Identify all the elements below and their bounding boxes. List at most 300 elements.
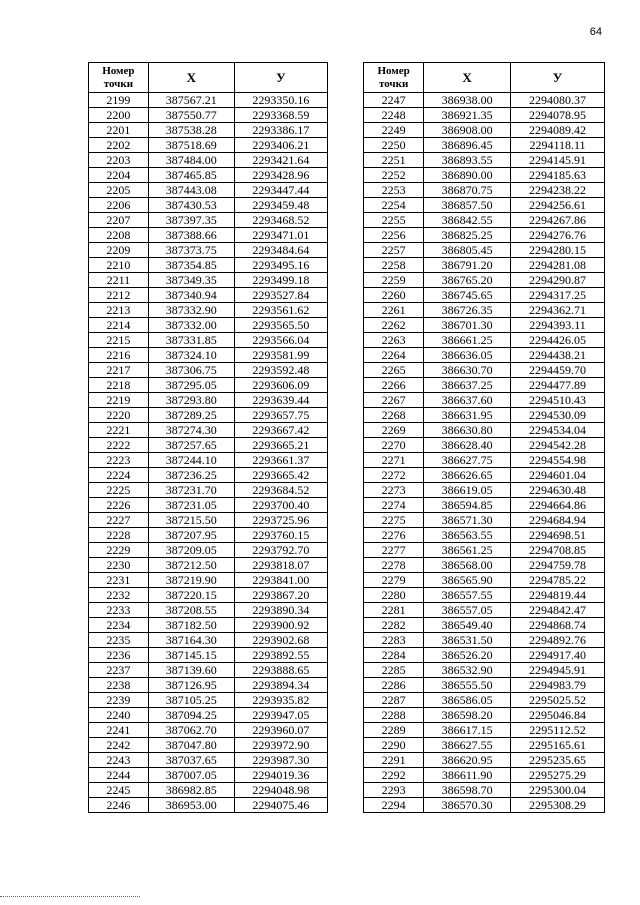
point-number-cell: 2211 [89,273,149,288]
y-coordinate-cell: 2293566.04 [234,333,327,348]
table-row [89,123,328,138]
x-coordinate-cell: 386549.40 [424,618,511,633]
y-coordinate-cell: 2293561.62 [234,303,327,318]
y-coordinate-cell: 2295275.29 [511,768,605,783]
x-coordinate-cell: 387331.85 [148,333,234,348]
x-coordinate-cell: 386982.85 [148,783,234,798]
point-number-cell: 2249 [364,123,424,138]
table-row [364,93,605,108]
table-row [364,693,605,708]
x-coordinate-cell: 387484.00 [148,153,234,168]
point-number-header [89,63,149,93]
point-number-header-line2: точки [378,77,409,90]
table-row [364,363,605,378]
point-number-cell: 2225 [89,483,149,498]
y-coordinate-cell: 2294530.09 [511,408,605,423]
y-coordinate-cell: 2293484.64 [234,243,327,258]
table-header-row [89,63,328,93]
point-number-cell: 2221 [89,423,149,438]
y-coordinate-cell: 2293902.68 [234,633,327,648]
table-row [364,423,605,438]
y-coordinate-cell: 2294238.22 [511,183,605,198]
y-coordinate-cell: 2293447.44 [234,183,327,198]
point-number-cell: 2220 [89,408,149,423]
y-coordinate-cell: 2293459.48 [234,198,327,213]
x-coordinate-cell: 386594.85 [424,498,511,513]
x-coordinate-cell: 387373.75 [148,243,234,258]
x-coordinate-cell: 387215.50 [148,513,234,528]
x-coordinate-cell: 386570.30 [424,798,511,813]
x-coordinate-cell: 386825.25 [424,228,511,243]
point-number-cell: 2199 [89,93,149,108]
table-row [364,273,605,288]
y-coordinate-cell: 2294708.85 [511,543,605,558]
point-number-cell: 2287 [364,693,424,708]
x-coordinate-cell: 387182.50 [148,618,234,633]
x-coordinate-cell: 386627.75 [424,453,511,468]
point-number-cell: 2276 [364,528,424,543]
table-row [89,213,328,228]
table-row [364,258,605,273]
point-number-cell: 2235 [89,633,149,648]
y-coordinate-cell: 2293818.07 [234,558,327,573]
table-row [364,348,605,363]
point-number-cell: 2288 [364,708,424,723]
table-row [364,153,605,168]
y-coordinate-cell: 2294892.76 [511,633,605,648]
point-number-cell: 2262 [364,318,424,333]
x-coordinate-cell: 387231.05 [148,498,234,513]
x-coordinate-cell: 387465.85 [148,168,234,183]
x-coordinate-cell: 386563.55 [424,528,511,543]
y-coordinate-cell: 2294048.98 [234,783,327,798]
table-row [364,228,605,243]
y-coordinate-cell: 2293661.37 [234,453,327,468]
x-coordinate-cell: 387295.05 [148,378,234,393]
y-coordinate-cell: 2293894.34 [234,678,327,693]
x-coordinate-cell: 386938.00 [424,93,511,108]
point-number-cell: 2232 [89,588,149,603]
table-row [364,438,605,453]
point-number-cell: 2218 [89,378,149,393]
point-number-cell: 2260 [364,288,424,303]
point-number-cell: 2261 [364,303,424,318]
y-coordinate-cell: 2294917.40 [511,648,605,663]
y-coordinate-cell: 2294601.04 [511,468,605,483]
table-row [364,708,605,723]
point-number-cell: 2265 [364,363,424,378]
table-row [364,603,605,618]
y-coordinate-cell: 2294630.48 [511,483,605,498]
coordinates-table-left [88,62,328,813]
y-coordinate-cell: 2293960.07 [234,723,327,738]
y-coordinate-cell: 2294280.15 [511,243,605,258]
table-row [89,363,328,378]
point-number-cell: 2281 [364,603,424,618]
x-coordinate-cell: 386893.55 [424,153,511,168]
point-number-cell: 2241 [89,723,149,738]
y-coordinate-cell: 2295112.52 [511,723,605,738]
table-row [89,168,328,183]
table-row [364,753,605,768]
y-coordinate-cell: 2293725.96 [234,513,327,528]
y-coordinate-cell: 2293760.15 [234,528,327,543]
point-number-cell: 2277 [364,543,424,558]
y-coordinate-cell: 2294459.70 [511,363,605,378]
point-number-cell: 2294 [364,798,424,813]
point-number-cell: 2222 [89,438,149,453]
point-number-cell: 2250 [364,138,424,153]
x-coordinate-cell: 386726.35 [424,303,511,318]
y-coordinate-cell: 2294868.74 [511,618,605,633]
x-coordinate-cell: 387340.94 [148,288,234,303]
table-row [364,108,605,123]
y-coordinate-cell: 2294267.86 [511,213,605,228]
x-coordinate-cell: 386921.35 [424,108,511,123]
x-coordinate-cell: 387037.65 [148,753,234,768]
footnote-separator [0,896,140,897]
point-number-cell: 2290 [364,738,424,753]
y-coordinate-cell: 2294145.91 [511,153,605,168]
coordinates-table-right [363,62,605,813]
table-row [364,648,605,663]
x-coordinate-cell: 387306.75 [148,363,234,378]
x-header: X [148,63,234,93]
table-row [364,723,605,738]
table-row [89,558,328,573]
point-number-cell: 2237 [89,663,149,678]
x-coordinate-cell: 386568.00 [424,558,511,573]
x-coordinate-cell: 387207.95 [148,528,234,543]
x-coordinate-cell: 387231.70 [148,483,234,498]
x-coordinate-cell: 387145.15 [148,648,234,663]
x-coordinate-cell: 387443.08 [148,183,234,198]
x-coordinate-cell: 387324.10 [148,348,234,363]
x-coordinate-cell: 386571.30 [424,513,511,528]
y-coordinate-cell: 2293972.90 [234,738,327,753]
y-coordinate-cell: 2294554.98 [511,453,605,468]
y-coordinate-cell: 2293495.16 [234,258,327,273]
page-number: 64 [589,26,602,38]
point-number-cell: 2236 [89,648,149,663]
y-coordinate-cell: 2293406.21 [234,138,327,153]
y-coordinate-cell: 2293350.16 [234,93,327,108]
x-coordinate-cell: 386857.50 [424,198,511,213]
point-number-cell: 2213 [89,303,149,318]
table-row [89,153,328,168]
y-coordinate-cell: 2293565.50 [234,318,327,333]
x-coordinate-cell: 387274.30 [148,423,234,438]
y-coordinate-cell: 2294075.46 [234,798,327,813]
x-coordinate-cell: 387244.10 [148,453,234,468]
x-coordinate-cell: 387349.35 [148,273,234,288]
point-number-cell: 2247 [364,93,424,108]
y-coordinate-cell: 2293867.20 [234,588,327,603]
x-coordinate-cell: 387236.25 [148,468,234,483]
x-coordinate-cell: 387518.69 [148,138,234,153]
x-coordinate-cell: 387094.25 [148,708,234,723]
y-coordinate-cell: 2293639.44 [234,393,327,408]
point-number-cell: 2274 [364,498,424,513]
x-coordinate-cell: 386627.55 [424,738,511,753]
table-row [89,183,328,198]
table-row [89,633,328,648]
y-header: У [511,63,605,93]
y-coordinate-cell: 2294426.05 [511,333,605,348]
y-coordinate-cell: 2293421.64 [234,153,327,168]
y-coordinate-cell: 2295300.04 [511,783,605,798]
x-coordinate-cell: 387212.50 [148,558,234,573]
x-coordinate-cell: 387354.85 [148,258,234,273]
point-number-cell: 2254 [364,198,424,213]
y-coordinate-cell: 2294080.37 [511,93,605,108]
x-coordinate-cell: 387220.15 [148,588,234,603]
x-coordinate-cell: 386870.75 [424,183,511,198]
y-coordinate-cell: 2294089.42 [511,123,605,138]
point-number-cell: 2268 [364,408,424,423]
x-coordinate-cell: 386619.05 [424,483,511,498]
point-number-cell: 2219 [89,393,149,408]
point-number-header-line2: точки [103,77,134,90]
y-coordinate-cell: 2294256.61 [511,198,605,213]
x-coordinate-cell: 386765.20 [424,273,511,288]
table-row [364,243,605,258]
y-coordinate-cell: 2293700.40 [234,498,327,513]
table-row [89,438,328,453]
table-row [364,303,605,318]
point-number-cell: 2263 [364,333,424,348]
x-coordinate-cell: 386953.00 [148,798,234,813]
y-coordinate-cell: 2294078.95 [511,108,605,123]
table-row [364,378,605,393]
x-coordinate-cell: 386908.00 [424,123,511,138]
table-row [89,573,328,588]
table-row [89,738,328,753]
y-coordinate-cell: 2294785.22 [511,573,605,588]
table-row [89,198,328,213]
y-coordinate-cell: 2294945.91 [511,663,605,678]
table-row [89,768,328,783]
table-row [364,678,605,693]
x-coordinate-cell: 386611.90 [424,768,511,783]
table-row [364,798,605,813]
point-number-cell: 2257 [364,243,424,258]
x-coordinate-cell: 387550.77 [148,108,234,123]
table-row [364,213,605,228]
x-coordinate-cell: 387538.28 [148,123,234,138]
x-coordinate-cell: 386617.15 [424,723,511,738]
y-coordinate-cell: 2294759.78 [511,558,605,573]
table-row [364,333,605,348]
point-number-header-line1: Номер [102,64,135,77]
y-coordinate-cell: 2293947.05 [234,708,327,723]
y-coordinate-cell: 2294393.11 [511,318,605,333]
point-number-cell: 2280 [364,588,424,603]
table-row [364,738,605,753]
table-row [89,723,328,738]
table-row [364,588,605,603]
table-row [89,603,328,618]
point-number-cell: 2264 [364,348,424,363]
y-coordinate-cell: 2295235.65 [511,753,605,768]
x-coordinate-cell: 387219.90 [148,573,234,588]
x-coordinate-cell: 386626.65 [424,468,511,483]
point-number-cell: 2242 [89,738,149,753]
point-number-cell: 2212 [89,288,149,303]
table-row [364,573,605,588]
point-number-header [364,63,424,93]
x-coordinate-cell: 387388.66 [148,228,234,243]
table-row [364,318,605,333]
point-number-cell: 2258 [364,258,424,273]
table-row [89,588,328,603]
table-row [89,453,328,468]
x-coordinate-cell: 386805.45 [424,243,511,258]
table-row [89,798,328,813]
x-coordinate-cell: 386637.25 [424,378,511,393]
y-coordinate-cell: 2294438.21 [511,348,605,363]
y-coordinate-cell: 2294281.08 [511,258,605,273]
x-coordinate-cell: 387062.70 [148,723,234,738]
table-row [89,228,328,243]
table-row [89,513,328,528]
table-row [89,378,328,393]
point-number-cell: 2244 [89,768,149,783]
x-coordinate-cell: 387007.05 [148,768,234,783]
point-number-cell: 2204 [89,168,149,183]
table-row [364,408,605,423]
y-coordinate-cell: 2294664.86 [511,498,605,513]
table-row [364,633,605,648]
table-row [89,708,328,723]
y-coordinate-cell: 2295025.52 [511,693,605,708]
y-coordinate-cell: 2294477.89 [511,378,605,393]
point-number-cell: 2238 [89,678,149,693]
point-number-cell: 2275 [364,513,424,528]
x-coordinate-cell: 387257.65 [148,438,234,453]
y-coordinate-cell: 2294317.25 [511,288,605,303]
point-number-cell: 2253 [364,183,424,198]
x-coordinate-cell: 386631.95 [424,408,511,423]
y-coordinate-cell: 2293987.30 [234,753,327,768]
point-number-cell: 2210 [89,258,149,273]
point-number-cell: 2201 [89,123,149,138]
x-coordinate-cell: 386557.55 [424,588,511,603]
table-row [89,543,328,558]
table-row [89,468,328,483]
y-coordinate-cell: 2293386.17 [234,123,327,138]
x-coordinate-cell: 386661.25 [424,333,511,348]
x-coordinate-cell: 387332.90 [148,303,234,318]
point-number-cell: 2291 [364,753,424,768]
x-coordinate-cell: 386630.70 [424,363,511,378]
x-coordinate-cell: 386630.80 [424,423,511,438]
y-coordinate-cell: 2295165.61 [511,738,605,753]
x-coordinate-cell: 387047.80 [148,738,234,753]
table-row [89,318,328,333]
table-row [89,528,328,543]
y-coordinate-cell: 2294185.63 [511,168,605,183]
y-coordinate-cell: 2293890.34 [234,603,327,618]
x-coordinate-cell: 386555.50 [424,678,511,693]
point-number-cell: 2243 [89,753,149,768]
point-number-cell: 2248 [364,108,424,123]
x-coordinate-cell: 387126.95 [148,678,234,693]
table-row [89,783,328,798]
table-row [89,663,328,678]
x-coordinate-cell: 387430.53 [148,198,234,213]
y-coordinate-cell: 2293428.96 [234,168,327,183]
x-coordinate-cell: 386628.40 [424,438,511,453]
point-number-cell: 2230 [89,558,149,573]
table-row [89,393,328,408]
table-row [364,468,605,483]
y-coordinate-cell: 2294983.79 [511,678,605,693]
point-number-cell: 2282 [364,618,424,633]
x-coordinate-cell: 386620.95 [424,753,511,768]
table-row [89,618,328,633]
x-coordinate-cell: 387397.35 [148,213,234,228]
table-row [89,93,328,108]
x-coordinate-cell: 386565.90 [424,573,511,588]
y-coordinate-cell: 2293841.00 [234,573,327,588]
point-number-cell: 2228 [89,528,149,543]
y-coordinate-cell: 2293592.48 [234,363,327,378]
y-coordinate-cell: 2294276.76 [511,228,605,243]
table-row [364,768,605,783]
table-row [89,693,328,708]
y-coordinate-cell: 2294534.04 [511,423,605,438]
y-coordinate-cell: 2294842.47 [511,603,605,618]
x-coordinate-cell: 387289.25 [148,408,234,423]
point-number-cell: 2266 [364,378,424,393]
table-row [364,288,605,303]
x-coordinate-cell: 386531.50 [424,633,511,648]
y-coordinate-cell: 2294684.94 [511,513,605,528]
y-coordinate-cell: 2293657.75 [234,408,327,423]
x-coordinate-cell: 386637.60 [424,393,511,408]
point-number-cell: 2223 [89,453,149,468]
point-number-cell: 2231 [89,573,149,588]
x-coordinate-cell: 386701.30 [424,318,511,333]
y-coordinate-cell: 2293888.65 [234,663,327,678]
table-row [89,138,328,153]
point-number-cell: 2203 [89,153,149,168]
point-number-cell: 2226 [89,498,149,513]
table-row [89,753,328,768]
point-number-cell: 2285 [364,663,424,678]
x-coordinate-cell: 387105.25 [148,693,234,708]
y-coordinate-cell: 2294698.51 [511,528,605,543]
y-coordinate-cell: 2293892.55 [234,648,327,663]
point-number-cell: 2229 [89,543,149,558]
x-coordinate-cell: 387139.60 [148,663,234,678]
x-coordinate-cell: 386532.90 [424,663,511,678]
table-row [364,498,605,513]
point-number-cell: 2234 [89,618,149,633]
table-row [364,453,605,468]
y-coordinate-cell: 2293581.99 [234,348,327,363]
y-coordinate-cell: 2293527.84 [234,288,327,303]
table-row [89,333,328,348]
x-coordinate-cell: 386636.05 [424,348,511,363]
table-row [89,258,328,273]
y-coordinate-cell: 2294118.11 [511,138,605,153]
table-row [89,348,328,363]
point-number-cell: 2216 [89,348,149,363]
x-coordinate-cell: 387332.00 [148,318,234,333]
x-coordinate-cell: 386896.45 [424,138,511,153]
